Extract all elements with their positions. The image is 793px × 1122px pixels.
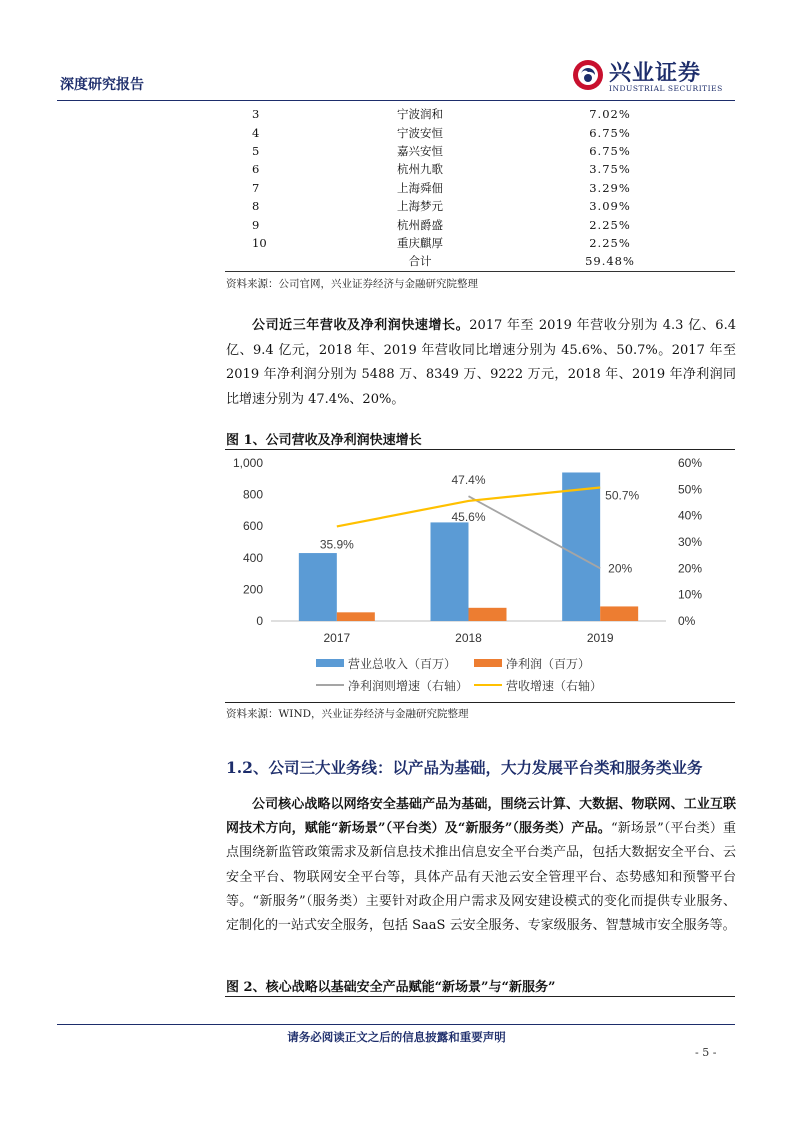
page-number: - 5 - <box>695 1046 717 1059</box>
table-row <box>226 105 700 123</box>
report-type-label: 深度研究报告 <box>60 77 144 93</box>
right-axis-tick-label: 20% <box>678 561 703 576</box>
figure2-top-rule <box>225 996 735 997</box>
header-divider <box>57 100 735 101</box>
rank-cell: 9 <box>252 217 260 232</box>
footer-divider <box>57 1024 735 1025</box>
share-percent-cell: 3.09% <box>589 199 631 214</box>
rank-cell: 4 <box>252 125 260 140</box>
figure1-top-rule <box>225 449 735 450</box>
x-axis-tick-label: 2018 <box>455 631 482 645</box>
table-row <box>226 234 700 252</box>
legend-swatch <box>474 659 502 667</box>
share-percent-cell: 3.29% <box>589 180 631 195</box>
figure1-source-note: 资料来源：WIND，兴业证券经济与金融研究院整理 <box>226 708 469 720</box>
logo-chinese-text: 兴业证券 <box>609 61 702 86</box>
rank-cell: 6 <box>252 162 260 177</box>
revenue-growth-paragraph <box>226 314 736 412</box>
shareholder-name-cell: 重庆麒厚 <box>397 235 443 250</box>
paragraph-body: 2017 年至 2019 年营收分别为 4.3 亿、6.4 亿、9.4 亿元，2018 年、2019 年营收同比增速分别为 45.6%、50.7%。2017 年至 2019 年净利润分别为 5488 万、8349 万、9222 万元，2018 年、2019 年净利润同比增速分别为 47.4%、20%。 <box>226 318 736 407</box>
table-row <box>226 215 700 233</box>
table-row <box>226 160 700 178</box>
rank-cell: 3 <box>252 107 260 122</box>
left-axis-tick-label: 800 <box>242 487 263 502</box>
rank-cell: 5 <box>252 143 260 158</box>
figure1-title: 图 1、公司营收及净利润快速增长 <box>226 433 422 448</box>
left-axis-tick-label: 1,000 <box>232 456 263 470</box>
share-percent-cell: 3.75% <box>589 162 631 177</box>
growth-data-label: 45.6% <box>451 509 486 524</box>
revenue-bar <box>431 522 469 621</box>
logo-emblem-icon <box>571 58 605 92</box>
table-bottom-rule <box>225 271 735 272</box>
total-label-cell: 合计 <box>408 254 432 269</box>
left-axis-tick-label: 0 <box>256 614 263 628</box>
table-row <box>226 142 700 160</box>
x-axis-tick-label: 2017 <box>323 631 351 645</box>
growth-data-label: 20% <box>608 561 633 576</box>
table-row <box>226 197 700 215</box>
table-row <box>226 123 700 141</box>
company-logo <box>571 56 741 98</box>
rank-cell <box>226 252 320 270</box>
share-percent-cell: 6.75% <box>589 143 631 158</box>
total-value-cell: 59.48% <box>585 254 635 269</box>
right-axis-tick-label: 30% <box>678 535 703 549</box>
legend-label: 营收增速（右轴） <box>506 679 603 693</box>
x-axis-tick-label: 2019 <box>586 631 614 645</box>
legend-label: 营业总收入（百万） <box>348 657 457 671</box>
table-row <box>226 179 700 197</box>
shareholder-name-cell: 上海梦元 <box>397 199 443 214</box>
legend-label: 净利润（百万） <box>506 657 591 671</box>
growth-data-label: 35.9% <box>319 537 354 552</box>
footer-disclaimer: 请务必阅读正文之后的信息披露和重要声明 <box>287 1030 506 1044</box>
business-lines-paragraph <box>226 793 736 938</box>
right-axis-tick-label: 60% <box>678 456 703 470</box>
figure2-title: 图 2、核心战略以基础安全产品赋能“新场景”与“新服务” <box>226 980 556 995</box>
revenue-bar <box>299 553 337 621</box>
legend-swatch <box>316 659 344 667</box>
shareholder-name-cell: 上海舜佃 <box>397 180 443 195</box>
revenue-bar <box>562 472 600 621</box>
table-total-row <box>226 252 700 270</box>
share-percent-cell: 2.25% <box>589 217 631 232</box>
legend-label: 净利润则增速（右轴） <box>348 679 469 693</box>
left-axis-tick-label: 600 <box>242 519 263 534</box>
net-profit-bar <box>469 608 507 621</box>
shareholder-name-cell: 杭州爵盛 <box>397 217 443 232</box>
right-axis-tick-label: 40% <box>678 508 703 523</box>
paragraph-lead-bold: 公司近三年营收及净利润快速增长。 <box>252 318 470 333</box>
figure1-bottom-rule <box>225 702 735 703</box>
share-percent-cell: 2.25% <box>589 235 631 250</box>
rank-cell: 7 <box>252 180 260 195</box>
shareholder-table <box>226 105 700 271</box>
right-axis-tick-label: 50% <box>678 482 703 497</box>
growth-data-label: 50.7% <box>605 488 640 503</box>
logo-english-text: INDUSTRIAL SECURITIES <box>609 84 723 93</box>
section-title: 1.2、公司三大业务线：以产品为基础，大力发展平台类和服务类业务 <box>226 758 703 777</box>
paragraph2-body: “新场景”（平台类）重点围绕新监管政策需求及新信息技术推出信息安全平台类产品，包括大数据安全平台、云安全平台、物联网安全平台等，具体产品有天池云安全管理平台、态势感知和预警平台等。“新服务”（服务类）主要针对政企用户需求及网安建设模式的变化而提供专业服务、定制化的一站式安全服务，包括 SaaS 云安全服务、专家级服务、智慧城市安全服务等。 <box>226 821 736 934</box>
shareholder-name-cell: 杭州九歌 <box>397 162 443 177</box>
left-axis-tick-label: 200 <box>242 582 263 597</box>
growth-data-label: 47.4% <box>451 473 486 488</box>
shareholder-name-cell: 嘉兴安恒 <box>397 143 443 158</box>
left-axis-tick-label: 400 <box>242 550 263 565</box>
shareholder-name-cell: 宁波润和 <box>397 107 443 122</box>
net-profit-bar <box>337 612 375 621</box>
net-profit-bar <box>600 606 638 621</box>
share-percent-cell: 6.75% <box>589 125 631 140</box>
shareholder-name-cell: 宁波安恒 <box>397 125 443 140</box>
rank-cell: 8 <box>252 199 260 214</box>
share-percent-cell: 7.02% <box>589 107 631 122</box>
right-axis-tick-label: 10% <box>678 587 703 602</box>
revenue-profit-chart <box>226 452 736 700</box>
paragraph2-lead-bold: 公司核心战略以网络安全基础产品为基础，围绕云计算、大数据、物联网、工业互联网技术方向，赋能“新场景”（平台类）及“新服务”（服务类）产品。 <box>226 797 736 837</box>
rank-cell: 10 <box>252 235 267 250</box>
table-source-note: 资料来源：公司官网，兴业证券经济与金融研究院整理 <box>226 278 478 290</box>
right-axis-tick-label: 0% <box>678 614 696 628</box>
